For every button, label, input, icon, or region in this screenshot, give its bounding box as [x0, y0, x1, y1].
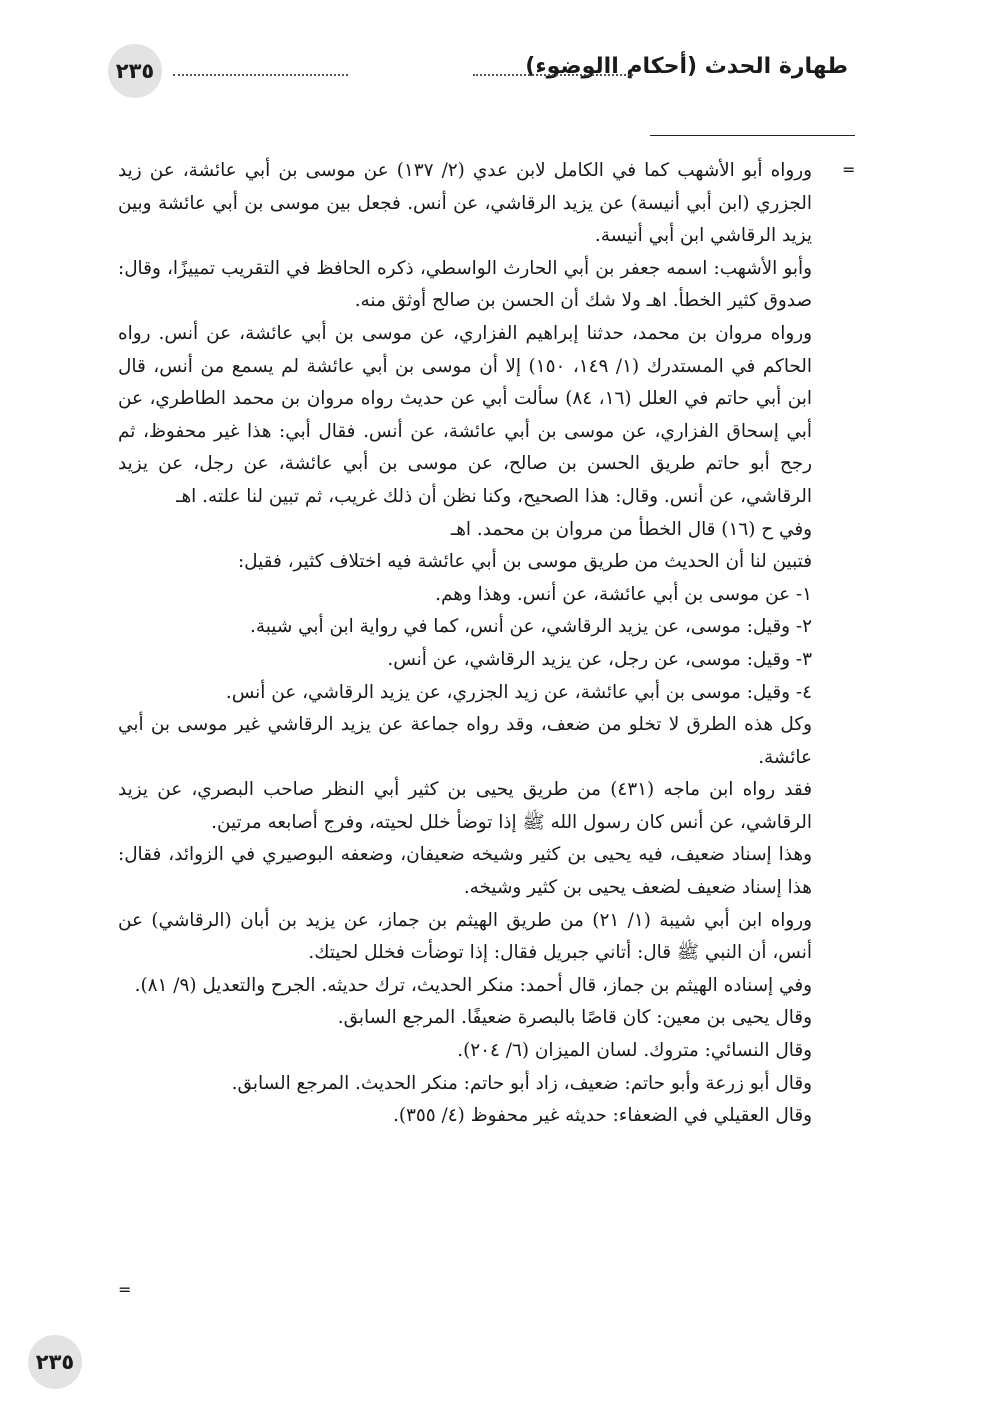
list-item: ٢- وقيل: موسى، عن يزيد الرقاشي، عن أنس، كما في رواية ابن أبي شيبة. — [250, 616, 812, 638]
header-dotted-leader-right — [473, 74, 633, 76]
paragraph: وقال النسائي: متروك. لسان الميزان (٦/ ٢٠٤). — [457, 1040, 812, 1062]
footnote-body — [118, 155, 812, 1133]
paragraph: وفي ح (١٦) قال الخطأ من مروان بن محمد. اهـ — [450, 518, 812, 540]
footnote-continuation-mark-bottom: = — [118, 1280, 132, 1299]
running-header — [108, 44, 848, 100]
paragraph: وكل هذه الطرق لا تخلو من ضعف، وقد رواه جماعة عن يزيد الرقاشي غير موسى بن أبي عائشة. — [118, 714, 812, 768]
header-page-number: ٢٣٥ — [108, 44, 162, 98]
paragraph: ورواه مروان بن محمد، حدثنا إبراهيم الفزاري، عن موسى بن أبي عائشة، عن أنس. رواه الحاكم في المستدرك (١/ ١٤٩، ١٥٠) إلا أن موسى بن أبي عائشة لم يسمع من أنس، قال ابن أبي حاتم في العلل (١٦، ٨٤) سألت أبي عن حديث رواه مروان بن محمد الطاطري، عن أبي إسحاق الفزاري، عن موسى بن أبي عائشة، عن أنس. فقال أبي: هذا غير محفوظ، ثم رجح أبو حاتم طريق الحسن بن صالح، عن موسى بن أبي عائشة، عن رجل، عن يزيد الرقاشي، عن أنس. وقال: هذا الصحيح، وكنا نظن أن ذلك غريب، ثم تبين لنا علته. اهـ — [118, 322, 813, 507]
paragraph: ورواه أبو الأشهب كما في الكامل لابن عدي (٢/ ١٣٧) عن موسى بن أبي عائشة، عن زيد الجزري (ابن أبي أنيسة) عن يزيد الرقاشي، عن أنس. فجعل بين موسى بن أبي عائشة وبين يزيد الرقاشي ابن أبي أنيسة. — [118, 160, 812, 247]
paragraph: وهذا إسناد ضعيف، فيه يحيى بن كثير وشيخه ضعيفان، وضعفه البوصيري في الزوائد، فقال: هذا إسناد ضعيف لضعف يحيى بن كثير وشيخه. — [118, 844, 812, 899]
footer-page-number: ٢٣٥ — [28, 1335, 82, 1389]
list-item: ٣- وقيل: موسى، عن رجل، عن يزيد الرقاشي، عن أنس. — [387, 648, 812, 670]
paragraph: فتبين لنا أن الحديث من طريق موسى بن أبي عائشة فيه اختلاف كثير، فقيل: — [237, 551, 812, 573]
list-item: ٤- وقيل: موسى بن أبي عائشة، عن زيد الجزري، عن يزيد الرقاشي، عن أنس. — [225, 681, 812, 703]
paragraph: وأبو الأشهب: اسمه جعفر بن أبي الحارث الواسطي، ذكره الحافظ في التقريب تمييزًا، وقال: صدوق كثير الخطأ. اهـ ولا شك أن الحسن بن صالح أوثق منه. — [118, 257, 812, 312]
paragraph: فقد رواه ابن ماجه (٤٣١) من طريق يحيى بن كثير أبي النظر صاحب البصري، عن يزيد الرقاشي، عن أنس كان رسول الله ﷺ إذا توضأ خلل لحيته، وفرج أصابعه مرتين. — [118, 779, 812, 833]
list-item: ١- عن موسى بن أبي عائشة، عن أنس. وهذا وهم. — [435, 583, 812, 605]
footnote-continuation-mark-top: = — [842, 160, 856, 179]
header-dotted-leader-left — [173, 74, 348, 76]
paragraph: ورواه ابن أبي شيبة (١/ ٢١) من طريق الهيثم بن جماز، عن يزيد بن أبان (الرقاشي) عن أنس، أن النبي ﷺ قال: أتاني جبريل فقال: إذا توضأت فخلل لحيتك. — [118, 909, 812, 964]
paragraph: وقال يحيى بن معين: كان قاصًا بالبصرة ضعيفًا. المرجع السابق. — [337, 1007, 812, 1029]
paragraph: وقال أبو زرعة وأبو حاتم: ضعيف، زاد أبو حاتم: منكر الحديث. المرجع السابق. — [231, 1072, 812, 1094]
paragraph: وقال العقيلي في الضعفاء: حديثه غير محفوظ (٤/ ٣٥٥). — [393, 1105, 812, 1127]
footnote-separator-rule — [650, 135, 855, 136]
paragraph: وفي إسناده الهيثم بن جماز، قال أحمد: منكر الحديث، ترك حديثه. الجرح والتعديل (٩/ ٨١). — [134, 974, 812, 996]
header-title: طهارة الحدث (أحكام االوضوء) — [525, 54, 848, 79]
